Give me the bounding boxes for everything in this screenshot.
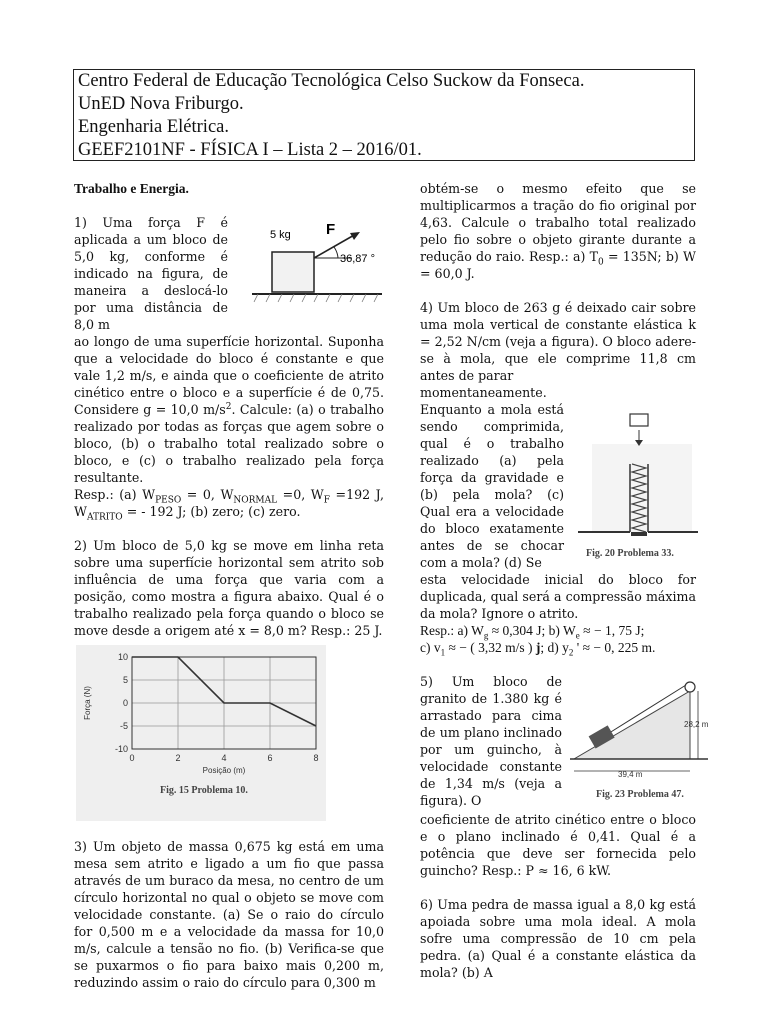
problem-1-text-end: . Calcule: (a) o trabalho realizado por todas as forças que agem sobre o bloco, (b) o trabalho total realizado sobre o bloco, e (c) o trabalho realizado pela força resultante. [74, 402, 385, 485]
fig-mass-label: 5 kg [270, 229, 291, 241]
problem-1-answer: Resp.: (a) $W_{PESO} = 0$, $W_{NORMAL} =0$, $W_F =192$ J, $W_{ATRITO}$ = - 192 J; (b) zero; (c) zero. [74, 487, 384, 523]
problem-3-text-cont: obtém-se o mesmo efeito que se multiplicarmos a tração do fio original por 4,63. Calcule o trabalho total realizado pelo fio sobre o objeto girante durante a redução do raio. Resp.: a) $T_0 = 135N$; b) W = 60,0 J. [420, 181, 696, 281]
force-position-chart [76, 645, 326, 821]
header-course: Engenharia Elétrica. [78, 117, 229, 137]
left-column [74, 180, 384, 991]
chart-ytick-label: -10 [114, 744, 128, 754]
chart-caption: Fig. 15 Problema 10. [160, 785, 248, 796]
chart-ytick-label: 10 [117, 652, 128, 662]
incline-height-label: 28,2 m [684, 720, 709, 729]
problem-4-text: 4) Um bloco de 263 g é deixado cair sobre uma mola vertical de constante elástica k = 2,52 N/cm (veja a figura). O bloco adere-se à mola, que ele comprime 11,8 cm antes de parar [420, 300, 696, 383]
header-subject: GEEF2101NF - FÍSICA I – Lista 2 – 2016/01. [78, 140, 422, 160]
chart-xtick-label: 0 [129, 753, 135, 763]
incline-figure [568, 673, 716, 811]
falling-block [630, 414, 648, 426]
section-title: Trabalho e Energia. [74, 181, 189, 196]
incline-base-label: 39,4 m [618, 770, 643, 779]
header-box [73, 69, 695, 161]
chart-ytick-label: 0 [122, 698, 128, 708]
problem-4-answer-2: c) $v_1$ ≈ − ( 3,32 m/s ) j; d) $y_2$ ' ≈ − 0, 225 m. [420, 640, 656, 658]
spring-fig-caption: Fig. 20 Problema 33. [586, 548, 674, 559]
problem-1-text: 1) Uma força F é aplicada a um bloco de 5,0 kg, conforme é indicado na figura, de maneira a deslocá-lo por uma distância de 8,0 m [74, 215, 228, 332]
problem-4-text-cont: momentaneamente. Enquanto a mola está sendo comprimida, qual é o trabalho realizado (a) pela força da gravidade e (b) pela mola? (c) Qual era a velocidade do bloco exatamente antes de se chocar com a mola? (d) Se [420, 385, 564, 570]
chart-ytick-label: -5 [119, 721, 128, 731]
incline-fig-caption: Fig. 23 Problema 47. [596, 789, 684, 800]
chart-xlabel: Posição (m) [202, 766, 246, 775]
problem-1-text-cont: ao longo de uma superfície horizontal. Suponha que a velocidade do bloco é constante e que vale 1,2 m/s, e ainda que o coeficiente de atrito cinético entre o bloco e a superfície é de 0,75. Considere g = 10,0 m/s [74, 334, 384, 417]
chart-ytick-label: 5 [122, 675, 128, 685]
problem-4-text-end: esta velocidade inicial do bloco for duplicada, qual será a compressão máxima da mola? Ignore o atrito. [420, 572, 696, 621]
spring-figure [570, 384, 700, 560]
fig-force-label: F [326, 221, 336, 238]
chart-xtick-label: 2 [175, 753, 181, 763]
header-unit: UnED Nova Friburgo. [78, 94, 244, 114]
chart-xtick-label: 4 [221, 753, 227, 763]
problem-6-text: 6) Uma pedra de massa igual a 8,0 kg está apoiada sobre uma mola ideal. A mola sofre uma compressão de 10 cm pela pedra. (a) Qual é a constante elástica da mola? (b) A [420, 897, 696, 980]
problem-5-text: 5) Um bloco de granito de 1.380 kg é arrastado para cima de um plano inclinado por um guincho, à velocidade constante de 1,34 m/s (veja a figura). O [420, 674, 562, 808]
fig-angle-label: 36,87 ° [340, 253, 375, 265]
chart-ylabel: Força (N) [83, 686, 92, 720]
header-institution: Centro Federal de Educação Tecnológica Celso Suckow da Fonseca. [78, 71, 585, 91]
chart-xtick-label: 6 [267, 753, 273, 763]
chart-xtick-label: 8 [313, 753, 319, 763]
right-column [420, 180, 709, 981]
block-force-figure [234, 214, 384, 310]
problem-5-text-cont: coeficiente de atrito cinético entre o bloco e o plano inclinado é 0,41. Qual é a potência que deve ser fornecida pelo guincho? Resp.: P ≈ 16, 6 kW. [420, 812, 696, 878]
winch-pulley-icon [685, 682, 695, 692]
problem-4-answer-1: Resp.: a) $W_g \approx 0,304$ J; b) $W_e$ ≈ − 1, 75 J; [420, 623, 645, 641]
problem-3-text: 3) Um objeto de massa 0,675 kg está em uma mesa sem atrito e ligado a um fio que passa através de um buraco da mesa, no centro de um círculo horizontal no qual o objeto se move com velocidade constante. (a) Se o raio do círculo for 0,500 m e a velocidade da massa for 10,0 m/s, calcule a tensão no fio. (b) Verifica-se que se puxarmos o fio para baixo mais 0,200 m, reduzindo assim o raio do círculo para 0,300 m [74, 839, 384, 990]
problem-1: 5 kg F 36,87 ° 1) Uma força F é aplicada a um bloco de 5,0 kg, conforme é indicado na figura, de maneira a deslocá-lo por uma distância de 8,0 m ao longo de uma superfície horizontal. Suponha que a velocidade do bloco é constante e que vale 1,2 m/s, e ainda que o coeficiente de atrito cinético entre o bloco e a superfície é de 0,75. Considere g = 10,0 $m/s^2$. Calcule: (a) o trabalho realizado por todas as forças que agem sobre o bloco, (b) o trabalho total realizado sobre o bloco, e (c) o trabalho realizado pela força resultante. Resp.: (a) $W_{PESO} = 0$, $W_{NORMAL} =0$, $W_F =192$ J, $W_{ATRITO}$ = - 192 J; (b) zero; (c) zero. [74, 215, 385, 523]
problem-2-text: 2) Um bloco de 5,0 kg se move em linha reta sobre uma superfície horizontal sem atrito sob influência de uma força que varia com a posição, como mostra a figura abaixo. Qual é o trabalho realizado pela força quando o bloco se move desde a origem até x = 8,0 m? Resp.: 25 J. [74, 538, 384, 638]
